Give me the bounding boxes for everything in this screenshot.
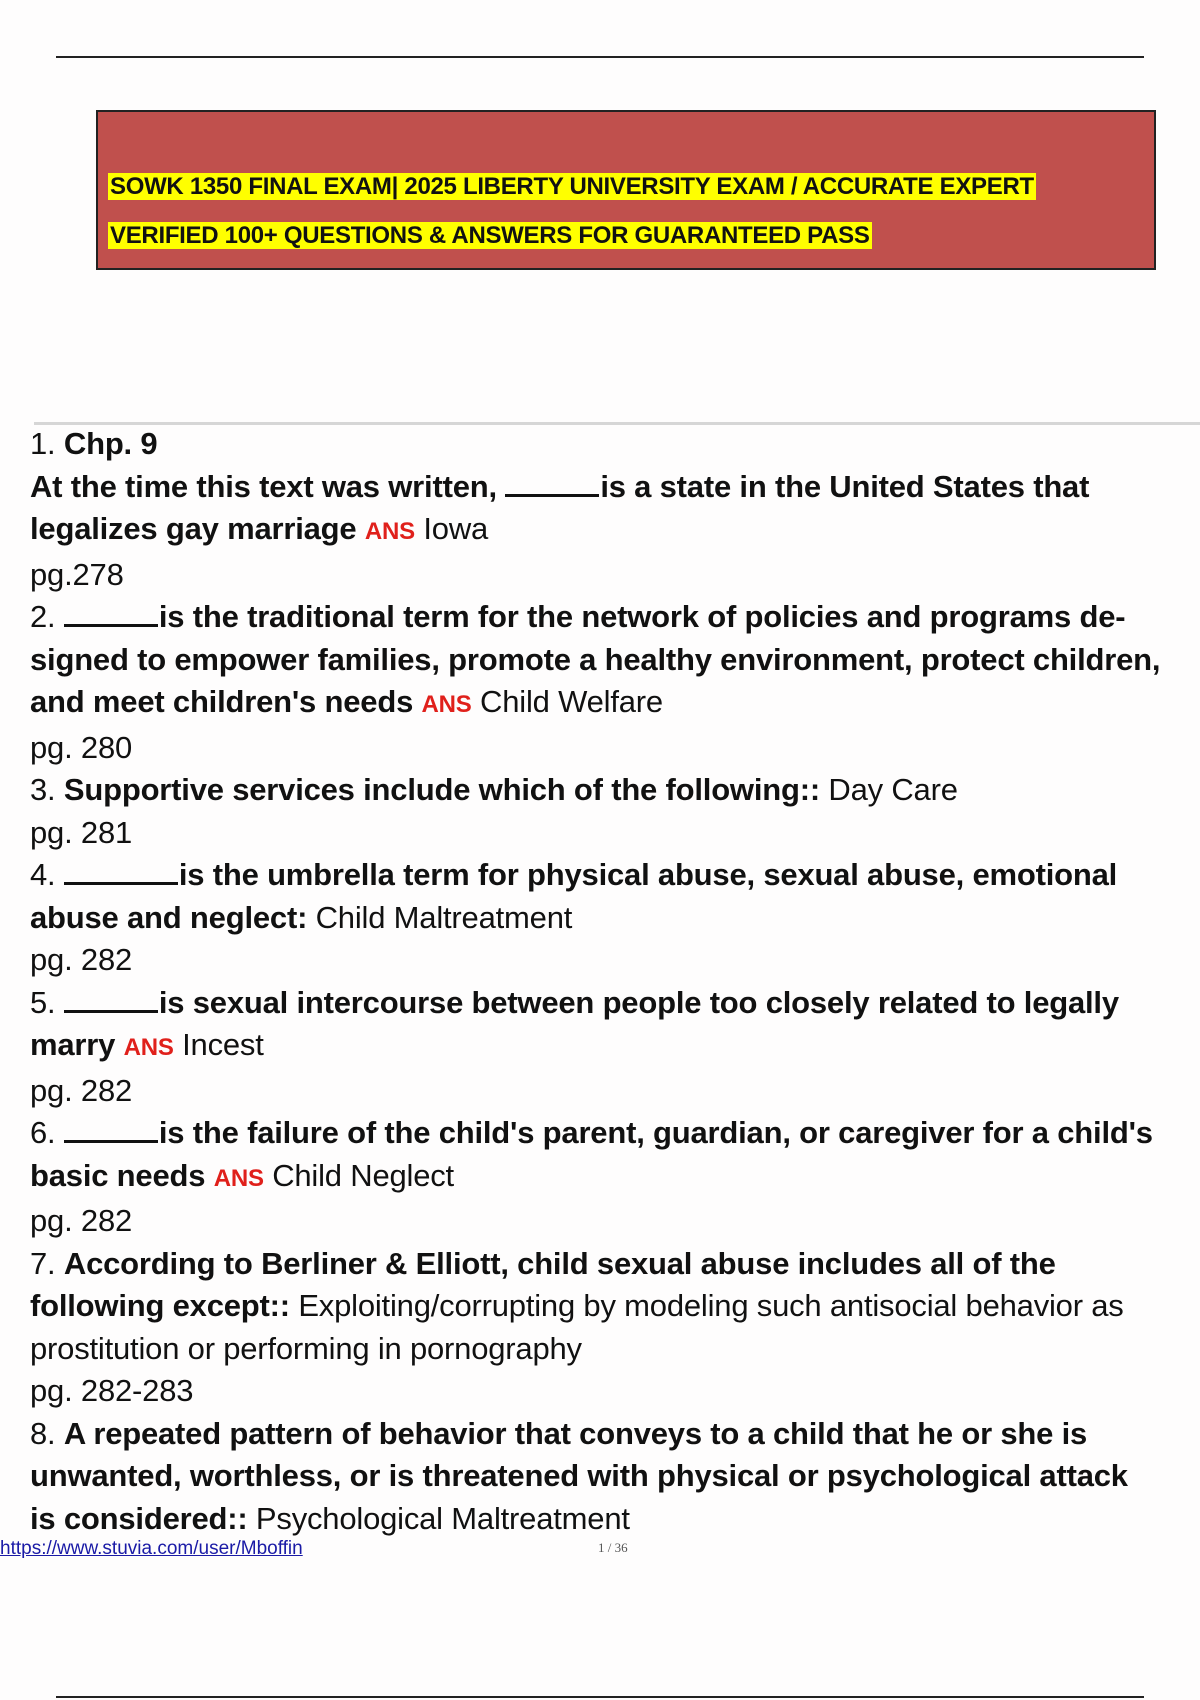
question-1-page: pg.278: [30, 556, 124, 592]
question-8-text-cont: unwanted, worthless, or is threatened with physical or psychological attack: [30, 1458, 1128, 1493]
question-1-header: 1. Chp. 9: [30, 426, 158, 461]
question-1-text: At the time this text was written, is a state in the United States that: [30, 468, 1090, 504]
question-6-page: pg. 282: [30, 1203, 133, 1238]
title-line-2: VERIFIED 100+ QUESTIONS & ANSWERS FOR GUARANTEED PASS: [110, 222, 870, 249]
ans-label: ANS: [421, 691, 472, 718]
question-2-text-cont: signed to empower families, promote a healthy environment, protect children,: [30, 641, 1161, 677]
question-7-answer-cont: prostitution or performing in pornography: [30, 1330, 582, 1366]
title-line-1: SOWK 1350 FINAL EXAM| 2025 LIBERTY UNIVERSITY EXAM / ACCURATE EXPERT: [110, 173, 1034, 200]
question-4-page: pg. 282: [30, 942, 133, 977]
question-8-answer: is considered:: Psychological Maltreatment: [30, 1500, 630, 1536]
question-7-answer: following except:: Exploiting/corrupting by modeling such antisocial behavior as: [30, 1288, 1124, 1323]
source-link[interactable]: https://www.stuvia.com/user/Mboffin: [0, 1538, 303, 1559]
question-2-answer: and meet children's needs ANS Child Welfare: [30, 684, 663, 719]
question-2-text: 2. is the traditional term for the network of policies and programs de-: [30, 599, 1126, 634]
question-6-answer: basic needs ANS Child Neglect: [30, 1157, 454, 1193]
question-5-text: 5. is sexual intercourse between people too closely related to legally: [30, 984, 1119, 1020]
answer-blank: [505, 470, 599, 497]
bottom-rule: [56, 1696, 1144, 1698]
answer-blank: [64, 858, 178, 885]
question-3-page: pg. 281: [30, 814, 133, 850]
answer-blank: [64, 1116, 158, 1143]
ans-label: ANS: [364, 518, 415, 545]
question-1-answer: legalizes gay marriage ANS Iowa: [30, 511, 489, 546]
title-banner: [96, 110, 1156, 270]
question-7-page: pg. 282-283: [30, 1373, 194, 1408]
question-7-text: 7. According to Berliner & Elliott, child sexual abuse includes all of the: [30, 1245, 1056, 1281]
question-4-answer: abuse and neglect: Child Maltreatment: [30, 899, 573, 935]
question-5-page: pg. 282: [30, 1072, 133, 1108]
question-8-text: 8. A repeated pattern of behavior that conveys to a child that he or she is: [30, 1415, 1088, 1451]
answer-blank: [64, 986, 158, 1013]
page-number: 1 / 36: [598, 1540, 628, 1555]
answer-blank: [64, 600, 158, 627]
top-rule: [56, 56, 1144, 58]
question-3-text: 3. Supportive services include which of the following:: Day Care: [30, 772, 958, 807]
question-6-text: 6. is the failure of the child's parent, guardian, or caregiver for a child's: [30, 1115, 1153, 1150]
question-list: [30, 423, 1200, 1540]
ans-label: ANS: [213, 1164, 264, 1192]
question-2-page: pg. 280: [30, 729, 133, 765]
question-5-answer: marry ANS Incest: [30, 1027, 264, 1062]
question-4-text: 4. is the umbrella term for physical abuse, sexual abuse, emotional: [30, 857, 1118, 892]
ans-label: ANS: [123, 1034, 174, 1061]
